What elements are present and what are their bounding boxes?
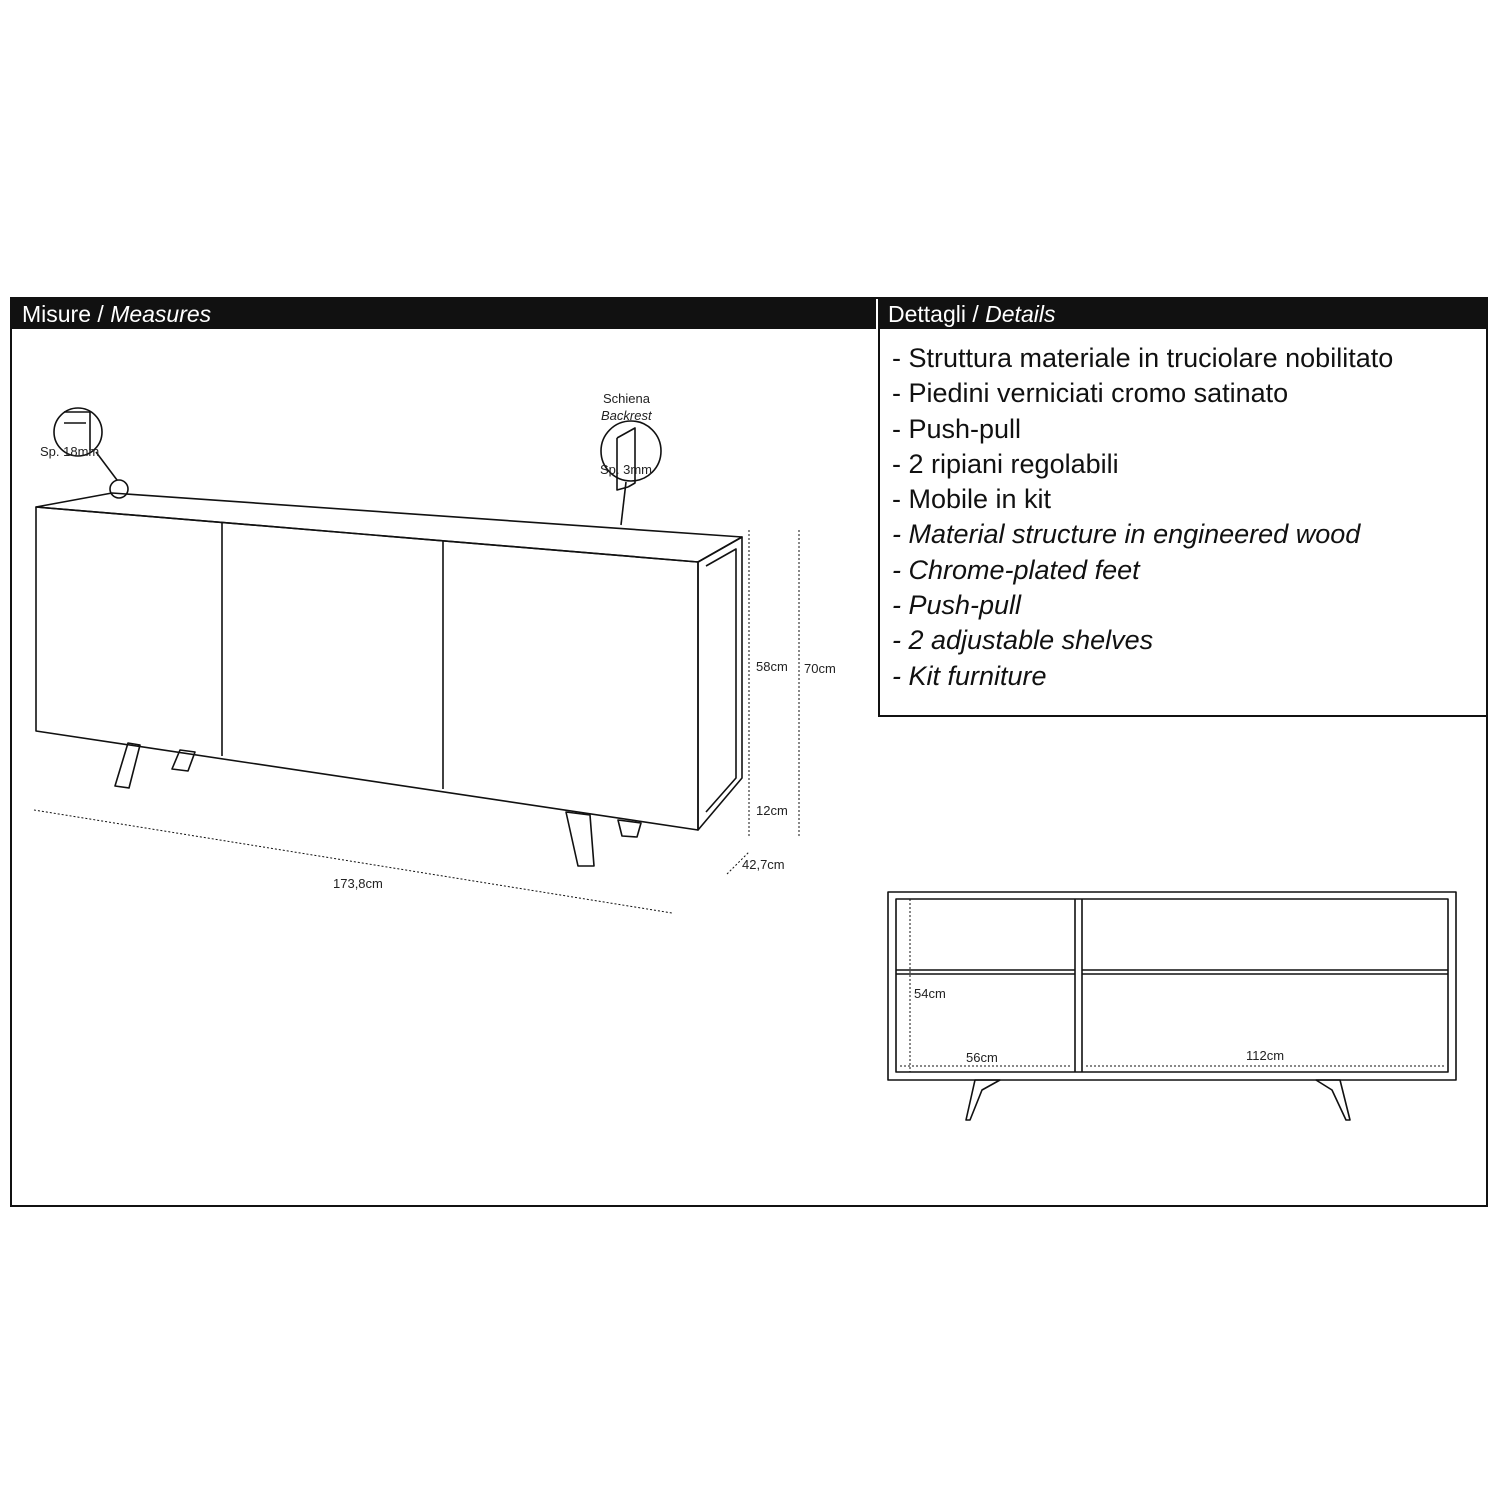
sideboard-front-view [888, 892, 1456, 1120]
label-backrest-it: Schiena [603, 391, 650, 406]
label-width: 173,8cm [333, 876, 383, 891]
front-view-inner [896, 899, 1448, 1072]
label-inner-height: 54cm [914, 986, 946, 1001]
front-view-dimensions [900, 899, 1444, 1072]
header-separator: / [91, 301, 111, 327]
front-view-leg-right [1316, 1080, 1350, 1120]
details-list-item: - Material structure in engineered wood [892, 519, 1361, 550]
measures-header-it: Misure [22, 301, 92, 327]
details-list-item: - Chrome-plated feet [892, 554, 1140, 585]
details-list-item: - Struttura materiale in truciolare nobilitato [892, 343, 1394, 373]
details-list-item: - Push-pull [892, 413, 1022, 444]
details-header-en: Details [985, 301, 1056, 327]
header-separator: / [965, 301, 986, 327]
cabinet-top [36, 493, 742, 562]
cabinet-front [36, 507, 698, 830]
details-list-item: - Kit furniture [892, 660, 1047, 691]
back-leg-right [618, 820, 641, 837]
details-list-item: - Mobile in kit [892, 484, 1052, 515]
measures-header-en: Measures [110, 301, 212, 327]
details-header-it: Dettagli [888, 301, 966, 327]
label-total-height: 70cm [804, 661, 836, 676]
label-body-height: 58cm [756, 659, 788, 674]
label-top-thickness: Sp. 18mm [40, 444, 100, 459]
label-left-compartment: 56cm [966, 1050, 998, 1065]
label-right-compartment: 112cm [1246, 1048, 1285, 1063]
label-back-thickness: Sp. 3mm [600, 462, 653, 477]
dimension-lines [34, 530, 799, 913]
front-leg-left [115, 743, 140, 788]
label-leg-height: 12cm [756, 803, 788, 818]
details-list-item: - 2 ripiani regolabili [892, 448, 1119, 479]
details-list-item: - 2 adjustable shelves [892, 625, 1154, 656]
top-detail-target [110, 480, 128, 498]
details-list-item: - Piedini verniciati cromo satinato [892, 378, 1289, 409]
details-list-item: - Push-pull [892, 590, 1022, 621]
front-leg-right [566, 812, 594, 866]
label-depth: 42,7cm [742, 857, 785, 872]
front-view-leg-left [966, 1080, 1000, 1120]
side-inner-edge [706, 549, 736, 812]
label-backrest-en: Backrest [601, 408, 652, 423]
